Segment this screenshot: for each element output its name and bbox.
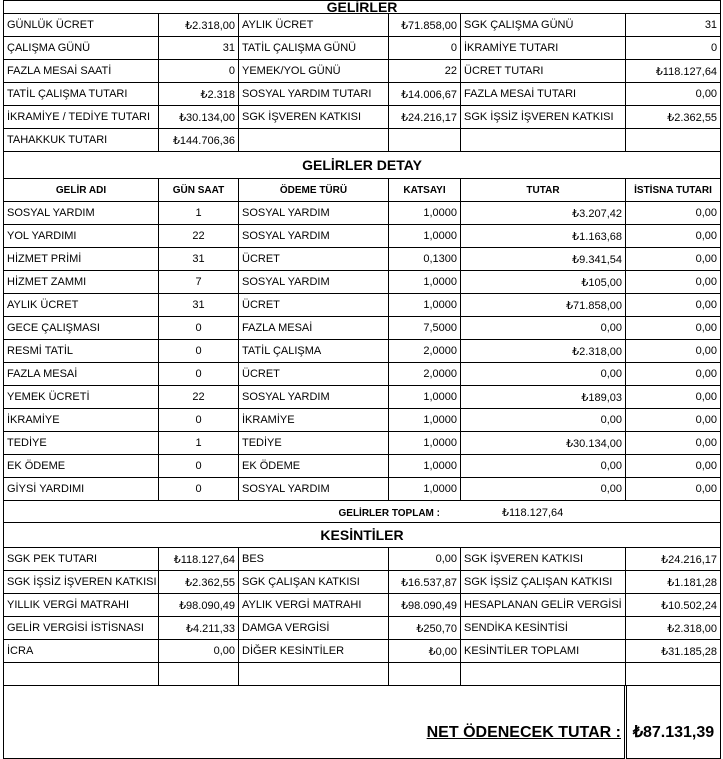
gelirler-row-cell: 0 [626, 37, 721, 60]
kesintiler-row-cell: ₺16.537,87 [389, 571, 461, 594]
detay-row-cell: SOSYAL YARDIM [239, 271, 389, 294]
gelirler-detay-table [3, 151, 721, 523]
detay-row-cell: 1,0000 [389, 478, 461, 501]
detay-row-cell: 0,00 [626, 248, 721, 271]
detay-row [4, 202, 721, 225]
gelirler-row-cell: 22 [389, 60, 461, 83]
kesintiler-row [4, 571, 721, 594]
detay-row [4, 363, 721, 386]
kesintiler-row-cell: ₺24.216,17 [626, 548, 721, 571]
gelirler-row-cell: İKRAMİYE TUTARI [461, 37, 626, 60]
detay-row-cell: 0,00 [626, 294, 721, 317]
kesintiler-row-cell: SGK ÇALIŞAN KATKISI [239, 571, 389, 594]
detay-row-cell: SOSYAL YARDIM [4, 202, 159, 225]
detay-row-cell: İKRAMİYE [4, 409, 159, 432]
detay-row [4, 340, 721, 363]
detay-row-cell: İKRAMİYE [239, 409, 389, 432]
detay-row-cell: EK ÖDEME [4, 455, 159, 478]
detay-row-cell: ₺71.858,00 [461, 294, 626, 317]
detay-row-cell: 31 [159, 248, 239, 271]
detay-row [4, 455, 721, 478]
gelirler-row-cell: YEMEK/YOL GÜNÜ [239, 60, 389, 83]
gelirler-row-cell: ₺30.134,00 [159, 106, 239, 129]
gelirler-row-cell: ÜCRET TUTARI [461, 60, 626, 83]
gelirler-row [4, 60, 721, 83]
kesintiler-row-cell: ₺2.318,00 [626, 617, 721, 640]
detay-row-cell: 31 [159, 294, 239, 317]
kesintiler-table [3, 522, 721, 686]
kesintiler-row-cell: 0,00 [159, 640, 239, 663]
detay-header-cell: ÖDEME TÜRÜ [239, 179, 389, 202]
gelirler-row-cell [626, 129, 721, 152]
detay-row [4, 409, 721, 432]
gelirler-row-cell: SOSYAL YARDIM TUTARI [239, 83, 389, 106]
detay-row [4, 294, 721, 317]
kesintiler-row-cell: BES [239, 548, 389, 571]
detay-row-cell: ₺3.207,42 [461, 202, 626, 225]
kesintiler-row-cell: YILLIK VERGİ MATRAHI [4, 594, 159, 617]
detay-row-cell: 7,5000 [389, 317, 461, 340]
detay-row-cell: TEDİYE [4, 432, 159, 455]
detay-row-cell: ÜCRET [239, 294, 389, 317]
detay-row-cell: ₺189,03 [461, 386, 626, 409]
detay-row-cell: 0 [159, 455, 239, 478]
kesintiler-row-cell: ₺250,70 [389, 617, 461, 640]
gelirler-row-cell: ₺24.216,17 [389, 106, 461, 129]
kesintiler-row-cell: ₺2.362,55 [159, 571, 239, 594]
detay-row-cell: 0,00 [626, 271, 721, 294]
gelirler-toplam-label: GELİRLER TOPLAM : [338, 507, 440, 519]
detay-row-cell: SOSYAL YARDIM [239, 386, 389, 409]
gelirler-row-cell: SGK İŞVEREN KATKISI [239, 106, 389, 129]
detay-row-cell: ₺9.341,54 [461, 248, 626, 271]
detay-row-cell: 1,0000 [389, 386, 461, 409]
detay-row [4, 386, 721, 409]
gelirler-row-cell: SGK ÇALIŞMA GÜNÜ [461, 14, 626, 37]
gelirler-row [4, 37, 721, 60]
detay-header-cell: GÜN SAAT [159, 179, 239, 202]
detay-row-cell: YOL YARDIMI [4, 225, 159, 248]
detay-row-cell: 1 [159, 202, 239, 225]
kesintiler-row-cell: SENDİKA KESİNTİSİ [461, 617, 626, 640]
detay-row-cell: 0,1300 [389, 248, 461, 271]
detay-row-cell: 0,00 [626, 478, 721, 501]
detay-header-cell: KATSAYI [389, 179, 461, 202]
detay-row-cell: 0 [159, 363, 239, 386]
gelirler-row [4, 14, 721, 37]
detay-row [4, 225, 721, 248]
kesintiler-row [4, 548, 721, 571]
detay-row-cell: SOSYAL YARDIM [239, 225, 389, 248]
kesintiler-row [4, 617, 721, 640]
detay-row-cell: FAZLA MESAİ [4, 363, 159, 386]
detay-row-cell: 1,0000 [389, 409, 461, 432]
detay-row-cell: GECE ÇALIŞMASI [4, 317, 159, 340]
detay-row-cell: 2,0000 [389, 363, 461, 386]
kesintiler-row-cell: GELİR VERGİSİ İSTİSNASI [4, 617, 159, 640]
kesintiler-row-cell: DAMGA VERGİSİ [239, 617, 389, 640]
detay-header-cell: İSTİSNA TUTARI [626, 179, 721, 202]
detay-row-cell: 1 [159, 432, 239, 455]
detay-row-cell: 0,00 [461, 363, 626, 386]
detay-row-cell: 0,00 [626, 363, 721, 386]
detay-row-cell: EK ÖDEME [239, 455, 389, 478]
kesintiler-row-cell: AYLIK VERGİ MATRAHI [239, 594, 389, 617]
detay-row-cell: ÜCRET [239, 363, 389, 386]
detay-row-cell: 0,00 [626, 455, 721, 478]
detay-row-cell: 1,0000 [389, 294, 461, 317]
gelirler-row-cell: GÜNLÜK ÜCRET [4, 14, 159, 37]
gelirler-row-cell: ₺2.318 [159, 83, 239, 106]
detay-row-cell: 0,00 [626, 340, 721, 363]
kesintiler-row-cell: DİĞER KESİNTİLER [239, 640, 389, 663]
gelirler-row-cell: TATİL ÇALIŞMA GÜNÜ [239, 37, 389, 60]
kesintiler-row-cell: ₺31.185,28 [626, 640, 721, 663]
detay-row-cell: 1,0000 [389, 271, 461, 294]
detay-row-cell: 0,00 [626, 317, 721, 340]
detay-row-cell: 2,0000 [389, 340, 461, 363]
gelirler-row-cell: ₺2.318,00 [159, 14, 239, 37]
gelirler-row-cell: ₺14.006,67 [389, 83, 461, 106]
detay-row-cell: 0,00 [461, 478, 626, 501]
kesintiler-title: KESİNTİLER [4, 523, 721, 548]
detay-row-cell: ÜCRET [239, 248, 389, 271]
detay-row-cell: 22 [159, 386, 239, 409]
kesintiler-row-cell: KESİNTİLER TOPLAMI [461, 640, 626, 663]
detay-row-cell: ₺105,00 [461, 271, 626, 294]
gelirler-row [4, 129, 721, 152]
kesintiler-row-cell: 0,00 [389, 548, 461, 571]
gelirler-table [3, 0, 721, 152]
detay-row-cell: 1,0000 [389, 225, 461, 248]
detay-row-cell: 1,0000 [389, 432, 461, 455]
gelirler-row [4, 106, 721, 129]
detay-row [4, 317, 721, 340]
gelirler-row-cell: ÇALIŞMA GÜNÜ [4, 37, 159, 60]
detay-row [4, 271, 721, 294]
detay-row-cell: TEDİYE [239, 432, 389, 455]
gelirler-row [4, 83, 721, 106]
detay-row-cell: SOSYAL YARDIM [239, 478, 389, 501]
gelirler-row-cell: 0 [389, 37, 461, 60]
net-odenecek-label: NET ÖDENECEK TUTAR : [4, 686, 626, 759]
kesintiler-row-cell: SGK İŞSİZ ÇALIŞAN KATKISI [461, 571, 626, 594]
kesintiler-row-cell: SGK İŞSİZ İŞVEREN KATKISI [4, 571, 159, 594]
gelirler-row-cell: AYLIK ÜCRET [239, 14, 389, 37]
detay-header-cell: TUTAR [461, 179, 626, 202]
gelirler-row-cell: ₺118.127,64 [626, 60, 721, 83]
detay-row-cell: HİZMET PRİMİ [4, 248, 159, 271]
detay-row-cell: 0,00 [626, 432, 721, 455]
kesintiler-row-cell: ₺10.502,24 [626, 594, 721, 617]
net-odenecek-value: ₺87.131,39 [626, 686, 721, 759]
net-table [3, 685, 721, 759]
detay-row [4, 248, 721, 271]
detay-row-cell: GİYSİ YARDIMI [4, 478, 159, 501]
gelirler-row-cell: 0,00 [626, 83, 721, 106]
detay-row-cell: RESMİ TATİL [4, 340, 159, 363]
detay-header-cell: GELİR ADI [4, 179, 159, 202]
gelirler-row-cell: 31 [626, 14, 721, 37]
detay-row-cell: 0,00 [461, 409, 626, 432]
detay-row-cell: SOSYAL YARDIM [239, 202, 389, 225]
gelirler-row-cell [239, 129, 389, 152]
gelirler-row-cell: FAZLA MESAİ TUTARI [461, 83, 626, 106]
gelirler-row-cell: ₺71.858,00 [389, 14, 461, 37]
gelirler-row-cell: 0 [159, 60, 239, 83]
payroll-sheet [3, 0, 720, 759]
detay-row-cell: AYLIK ÜCRET [4, 294, 159, 317]
detay-row-cell: 0,00 [461, 317, 626, 340]
gelirler-row-cell: TAHAKKUK TUTARI [4, 129, 159, 152]
detay-row-cell: YEMEK ÜCRETİ [4, 386, 159, 409]
kesintiler-row-cell: ₺4.211,33 [159, 617, 239, 640]
detay-row-cell: HİZMET ZAMMI [4, 271, 159, 294]
detay-row-cell: 0,00 [626, 409, 721, 432]
detay-row-cell: 0,00 [626, 225, 721, 248]
detay-row-cell: ₺2.318,00 [461, 340, 626, 363]
detay-row-cell: 0,00 [626, 202, 721, 225]
kesintiler-row-cell: SGK PEK TUTARI [4, 548, 159, 571]
gelirler-row-cell: FAZLA MESAİ SAATİ [4, 60, 159, 83]
kesintiler-row-cell: ₺1.181,28 [626, 571, 721, 594]
kesintiler-row-cell: HESAPLANAN GELİR VERGİSİ [461, 594, 626, 617]
detay-row-cell: 0,00 [626, 386, 721, 409]
gelirler-row-cell: 31 [159, 37, 239, 60]
gelirler-row-cell: TATİL ÇALIŞMA TUTARI [4, 83, 159, 106]
detay-row-cell: ₺1.163,68 [461, 225, 626, 248]
kesintiler-row [4, 594, 721, 617]
detay-row-cell: ₺30.134,00 [461, 432, 626, 455]
gelirler-title: GELİRLER [4, 1, 721, 14]
gelirler-row-cell: ₺2.362,55 [626, 106, 721, 129]
kesintiler-row-cell: ₺98.090,49 [389, 594, 461, 617]
detay-row-cell: 7 [159, 271, 239, 294]
detay-row-cell: 0 [159, 340, 239, 363]
detay-row-cell: 0 [159, 409, 239, 432]
detay-row-cell: 22 [159, 225, 239, 248]
kesintiler-row-cell: ₺98.090,49 [159, 594, 239, 617]
detay-row-cell: 1,0000 [389, 455, 461, 478]
detay-row [4, 478, 721, 501]
detay-row-cell: 1,0000 [389, 202, 461, 225]
detay-row-cell: FAZLA MESAİ [239, 317, 389, 340]
gelirler-row-cell [389, 129, 461, 152]
gelirler-row-cell: SGK İŞSİZ İŞVEREN KATKISI [461, 106, 626, 129]
kesintiler-row-cell: SGK İŞVEREN KATKISI [461, 548, 626, 571]
detay-row-cell: 0 [159, 478, 239, 501]
detay-row-cell: TATİL ÇALIŞMA [239, 340, 389, 363]
detay-row [4, 432, 721, 455]
gelirler-row-cell: ₺144.706,36 [159, 129, 239, 152]
gelirler-row-cell: İKRAMİYE / TEDİYE TUTARI [4, 106, 159, 129]
detay-row-cell: 0 [159, 317, 239, 340]
detay-row-cell: 0,00 [461, 455, 626, 478]
kesintiler-row [4, 640, 721, 663]
gelirler-detay-title: GELİRLER DETAY [4, 152, 721, 179]
kesintiler-row-cell: İCRA [4, 640, 159, 663]
gelirler-row-cell [461, 129, 626, 152]
gelirler-toplam-value: ₺118.127,64 [502, 506, 564, 519]
kesintiler-row-cell: ₺118.127,64 [159, 548, 239, 571]
kesintiler-row-cell: ₺0,00 [389, 640, 461, 663]
